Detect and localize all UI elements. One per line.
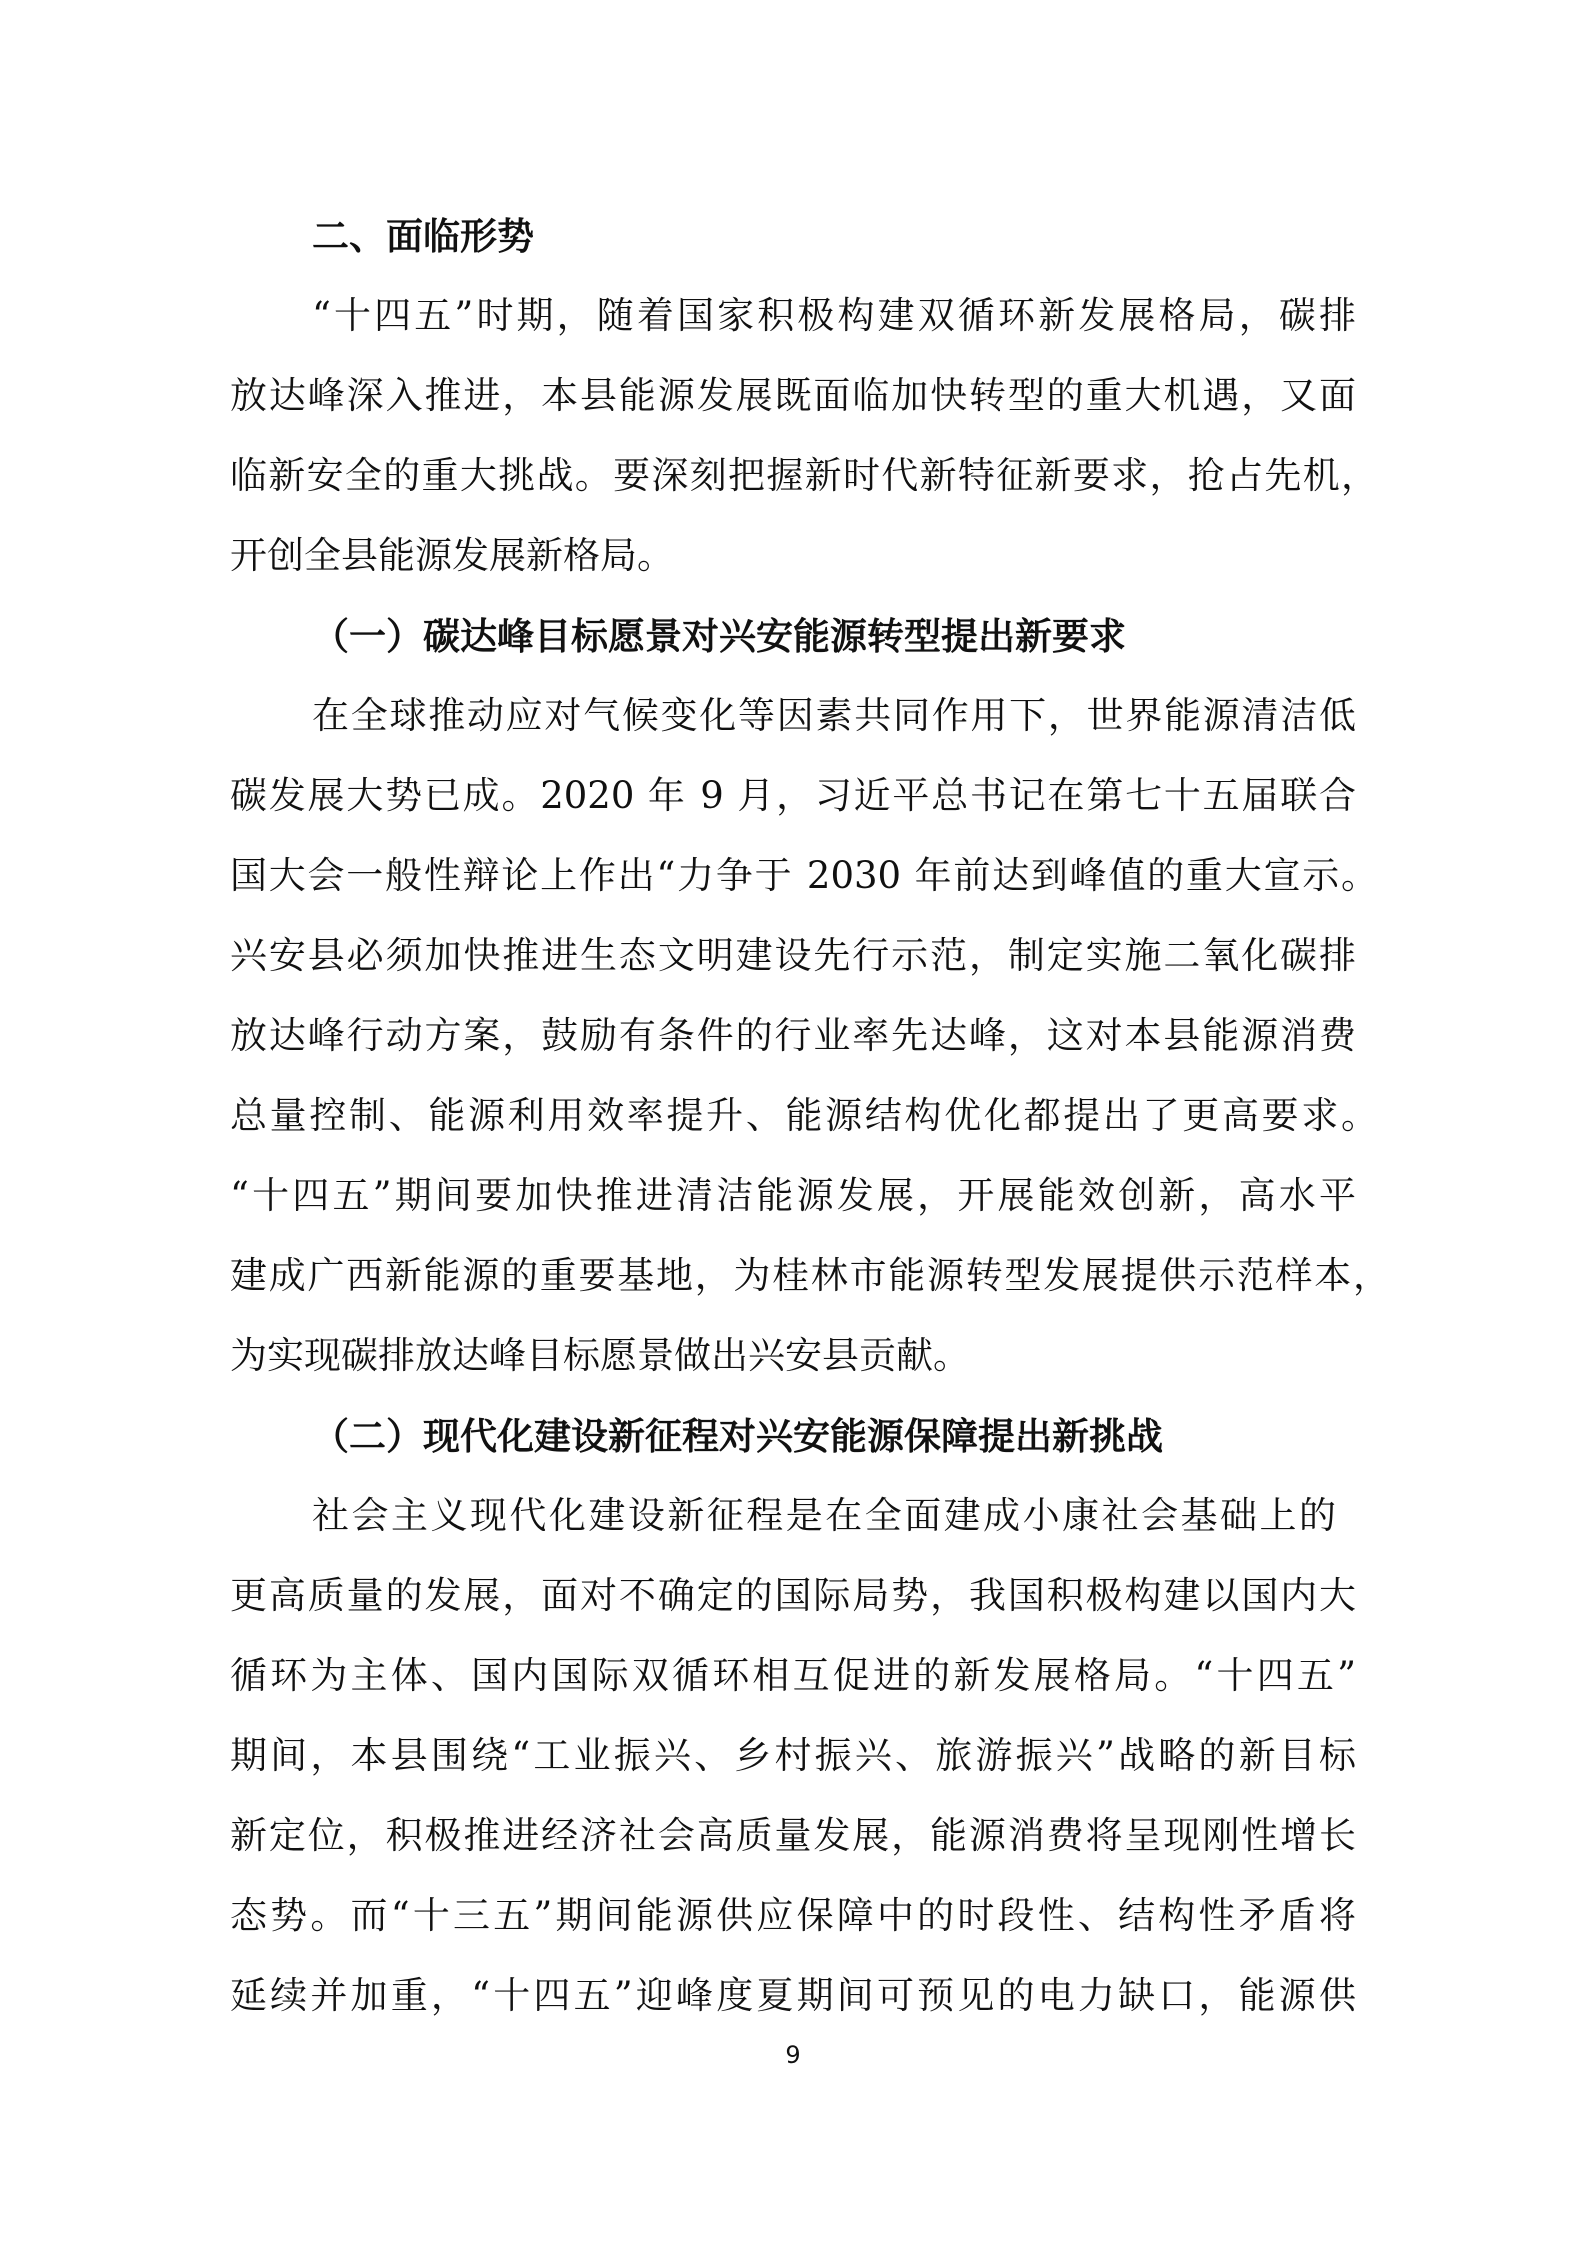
- subsection-1-line-9: 为实现碳排放达峰目标愿景做出兴安县贡献。: [230, 1334, 970, 1377]
- subsection-1-line-3: 国大会一般性辩论上作出“力争于 2030 年前达到峰值的重大宣示。: [230, 854, 1378, 897]
- subsection-1-line-6: 总量控制、能源利用效率提升、能源结构优化都提出了更高要求。: [230, 1094, 1378, 1137]
- subsection-2-line-3: 循环为主体、国内国际双循环相互促进的新发展格局。“十四五”: [230, 1654, 1356, 1697]
- subsection-1-line-2: 碳发展大势已成。2020 年 9 月，习近平总书记在第七十五届联合: [230, 774, 1356, 817]
- subsection-2-line-7: 延续并加重，“十四五”迎峰度夏期间可预见的电力缺口，能源供: [230, 1974, 1356, 2017]
- subsection-1-line-8: 建成广西新能源的重要基地，为桂林市能源转型发展提供示范样本，: [230, 1254, 1390, 1297]
- subsection-2-line-4: 期间，本县围绕“工业振兴、乡村振兴、旅游振兴”战略的新目标: [230, 1734, 1356, 1777]
- subsection-2-line-2: 更高质量的发展，面对不确定的国际局势，我国积极构建以国内大: [230, 1574, 1356, 1617]
- subsection-1-heading: （一）碳达峰目标愿景对兴安能源转型提出新要求: [312, 614, 1126, 658]
- page-number: 9: [785, 2041, 801, 2069]
- intro-line-4: 开创全县能源发展新格局。: [230, 534, 674, 577]
- subsection-1-line-7: “十四五”期间要加快推进清洁能源发展，开展能效创新，高水平: [230, 1174, 1356, 1217]
- subsection-2-line-1: 社会主义现代化建设新征程是在全面建成小康社会基础上的: [312, 1494, 1336, 1537]
- subsection-2-line-6: 态势。而“十三五”期间能源供应保障中的时段性、结构性矛盾将: [230, 1894, 1356, 1937]
- subsection-1-line-4: 兴安县必须加快推进生态文明建设先行示范，制定实施二氧化碳排: [230, 934, 1356, 977]
- subsection-1-line-5: 放达峰行动方案，鼓励有条件的行业率先达峰，这对本县能源消费: [230, 1014, 1356, 1057]
- intro-line-2: 放达峰深入推进，本县能源发展既面临加快转型的重大机遇，又面: [230, 374, 1356, 417]
- subsection-2-line-5: 新定位，积极推进经济社会高质量发展，能源消费将呈现刚性增长: [230, 1814, 1356, 1857]
- section-heading: 二、面临形势: [312, 214, 534, 258]
- intro-line-3: 临新安全的重大挑战。要深刻把握新时代新特征新要求，抢占先机，: [230, 454, 1378, 497]
- intro-line-1: “十四五”时期，随着国家积极构建双循环新发展格局，碳排: [312, 294, 1356, 337]
- subsection-1-line-1: 在全球推动应对气候变化等因素共同作用下，世界能源清洁低: [312, 694, 1356, 737]
- subsection-2-heading: （二）现代化建设新征程对兴安能源保障提出新挑战: [312, 1414, 1163, 1458]
